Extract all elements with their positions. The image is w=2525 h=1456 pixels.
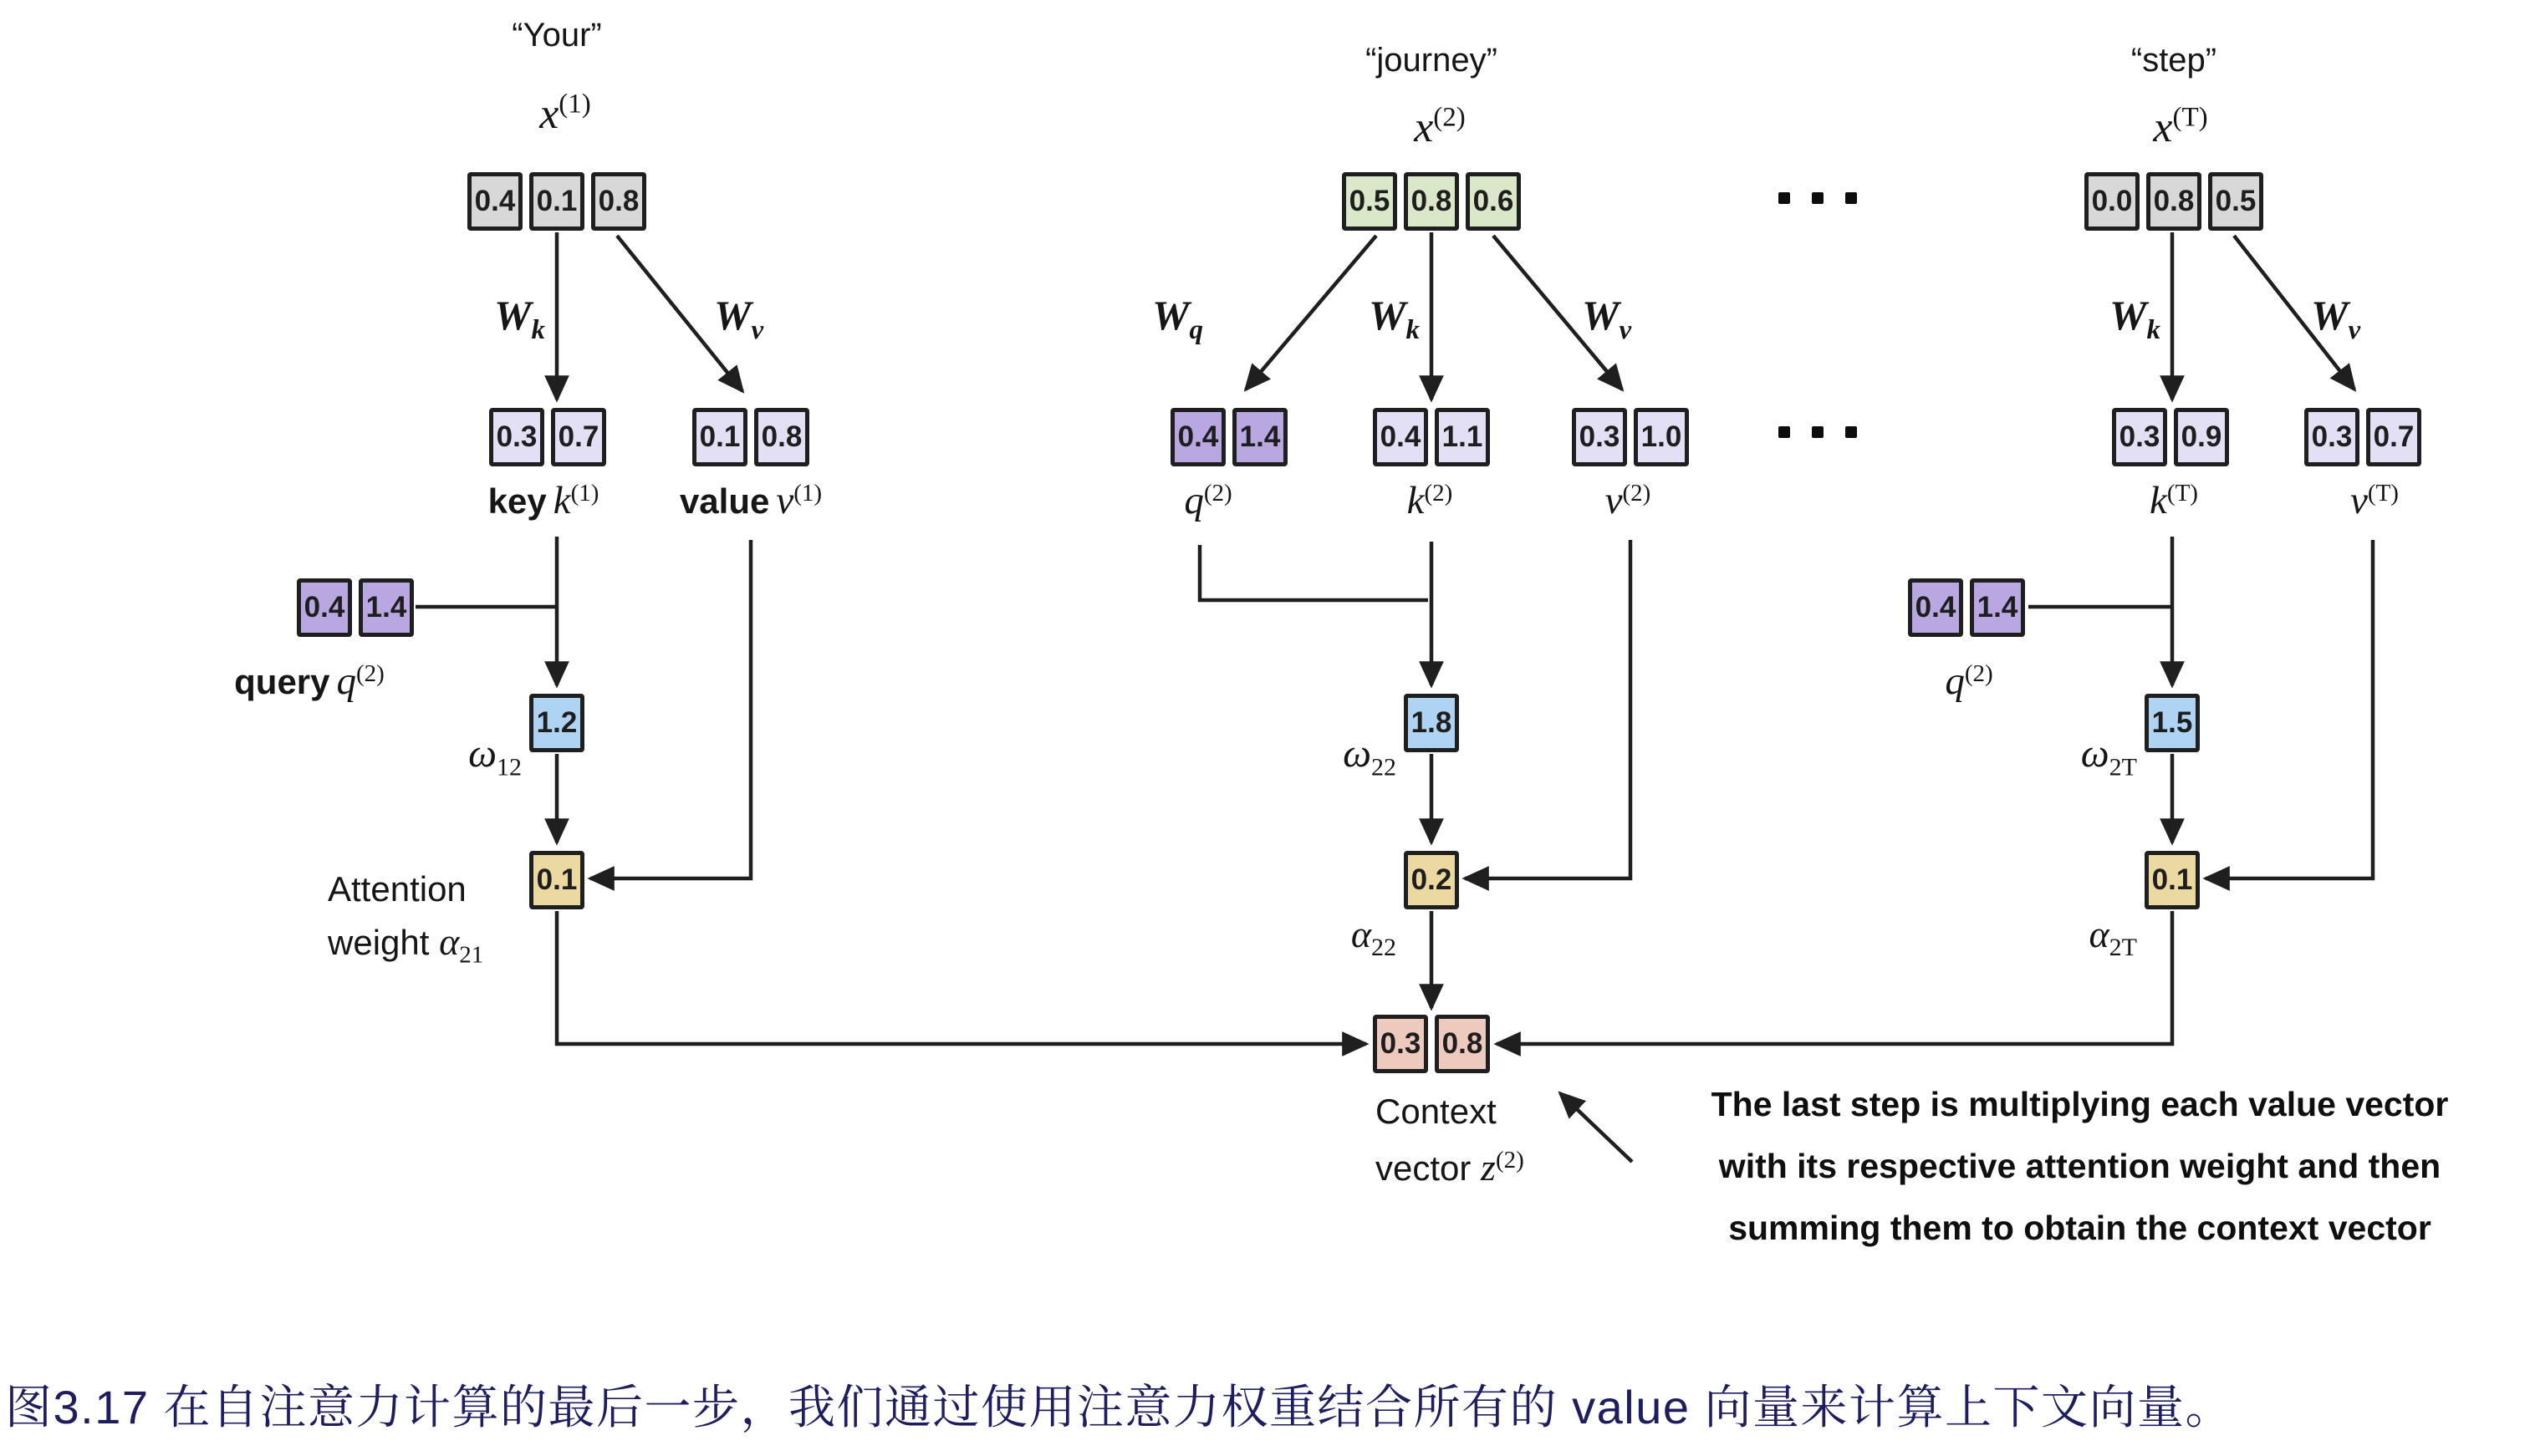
omega12-label: $\omega_{12}$ [468, 731, 522, 781]
value2-vector [1572, 408, 1689, 466]
value1-vector [692, 408, 809, 466]
omega22-label: $\omega_{22}$ [1343, 731, 1396, 781]
xT-cell: 0.8 [2146, 172, 2201, 231]
valueT-vector [2304, 408, 2421, 466]
w-value-label-1: $W_v$ [714, 292, 764, 345]
value2-label: $v^{(2)}$ [1604, 479, 1651, 522]
key2-cell: 0.4 [1373, 408, 1428, 466]
x1-cell: 0.4 [467, 172, 523, 231]
alpha22-label: $\alpha_{22}$ [1350, 913, 1396, 962]
x2-cell: 0.6 [1466, 172, 1521, 231]
valueT-label: $v^{(T)}$ [2350, 479, 2399, 522]
omega12-box: 1.2 [529, 694, 584, 752]
arrow-valueT-to-alpha2T [2206, 540, 2373, 878]
xT-vector [2084, 172, 2263, 231]
x1-cell: 0.8 [591, 172, 646, 231]
annotation-line: The last step is multiplying each value vector [1711, 1085, 2449, 1123]
keyT-vector [2112, 408, 2229, 466]
attention-weight-label-line2: weight $\alpha_{21}$ [328, 920, 484, 969]
query2-cell: 0.4 [297, 578, 352, 637]
w-key-label-2: $W_k$ [1369, 292, 1420, 345]
query2-side-vector-right [1908, 578, 2025, 637]
query2-vector [1171, 408, 1288, 466]
key1-cell: 0.3 [489, 408, 544, 466]
annotation-text [1668, 1073, 2492, 1259]
context-label-line1: Context [1375, 1092, 1497, 1131]
token-word-your: “Your” [512, 17, 602, 53]
value2-cell: 1.0 [1634, 408, 1689, 466]
omega22-box: 1.8 [1404, 694, 1459, 752]
query2-cell: 1.4 [359, 578, 414, 637]
x2-vector [1342, 172, 1521, 231]
xT-label: $x^{(T)}$ [2153, 102, 2208, 151]
x2-label: $x^{(2)}$ [1414, 102, 1466, 151]
xT-cell: 0.0 [2084, 172, 2140, 231]
annotation-pointer-arrow [1560, 1093, 1632, 1162]
arrow-value1-to-alpha21 [590, 540, 751, 878]
query2-side-vector-left [297, 578, 414, 637]
value1-label: value $v^{(1)}$ [679, 479, 823, 522]
arrow-alpha21-to-context [557, 911, 1366, 1044]
alpha21-box: 0.1 [529, 851, 584, 909]
attention-weight-label-line1: Attention [328, 869, 467, 909]
value2-cell: 0.3 [1572, 408, 1627, 466]
keyT-label: $k^{(T)}$ [2150, 479, 2198, 522]
x1-label: $x^{(1)}$ [539, 89, 591, 138]
alpha2T-label: $\alpha_{2T}$ [2089, 913, 2137, 962]
omega2T-box: 1.5 [2145, 694, 2200, 752]
value1-cell: 0.8 [754, 408, 809, 466]
query2-cell: 1.4 [1232, 408, 1288, 466]
figure-caption: 图3.17 在自注意力计算的最后一步，我们通过使用注意力权重结合所有的 value 向量来计算上下文向量。 [5, 1381, 2234, 1433]
w-value-label-2: $W_v$ [1582, 292, 1632, 345]
token-word-journey: “journey” [1365, 42, 1497, 79]
line-query2-join-key2 [1200, 545, 1428, 600]
query2-cell: 0.4 [1908, 578, 1963, 637]
valueT-cell: 0.3 [2304, 408, 2359, 466]
query2-label-right: $q^{(2)}$ [1945, 659, 1993, 703]
query2-label: $q^{(2)}$ [1184, 479, 1232, 522]
context-label-line2: vector $z^{(2)}$ [1375, 1146, 1524, 1189]
valueT-cell: 0.7 [2366, 408, 2421, 466]
query2-cell: 0.4 [1171, 408, 1226, 466]
key1-label: key $k^{(1)}$ [487, 479, 599, 522]
value1-cell: 0.1 [692, 408, 747, 466]
query2-cell: 1.4 [1970, 578, 2025, 637]
x1-vector [467, 172, 646, 231]
omega2T-label: $\omega_{2T}$ [2080, 731, 2137, 781]
query2-label-left: query $q^{(2)}$ [234, 659, 385, 703]
alpha22-box: 0.2 [1404, 851, 1459, 909]
w-key-label-1: $W_k$ [494, 292, 545, 345]
arrow-value2-to-alpha22 [1465, 540, 1630, 878]
context-cell: 0.3 [1373, 1015, 1428, 1073]
key2-label: $k^{(2)}$ [1406, 479, 1453, 522]
alpha2T-box: 0.1 [2145, 851, 2200, 909]
keyT-cell: 0.3 [2112, 408, 2167, 466]
key1-cell: 0.7 [551, 408, 606, 466]
context-vector [1373, 1015, 1490, 1073]
ellipsis-middle-icon [1778, 426, 1857, 438]
w-value-label-T: $W_v$ [2311, 292, 2361, 345]
w-key-label-T: $W_k$ [2109, 292, 2160, 345]
x1-cell: 0.1 [529, 172, 584, 231]
key2-cell: 1.1 [1435, 408, 1490, 466]
x2-cell: 0.5 [1342, 172, 1397, 231]
keyT-cell: 0.9 [2174, 408, 2229, 466]
ellipsis-top-icon [1778, 192, 1857, 204]
context-cell: 0.8 [1435, 1015, 1490, 1073]
token-word-step: “step” [2130, 42, 2217, 79]
x2-cell: 0.8 [1404, 172, 1459, 231]
annotation-line: summing them to obtain the context vector [1728, 1209, 2431, 1247]
key2-vector [1373, 408, 1490, 466]
key1-vector [489, 408, 606, 466]
w-query-label-2: $W_q$ [1152, 292, 1203, 345]
annotation-line: with its respective attention weight and then [1718, 1147, 2441, 1185]
xT-cell: 0.5 [2208, 172, 2263, 231]
